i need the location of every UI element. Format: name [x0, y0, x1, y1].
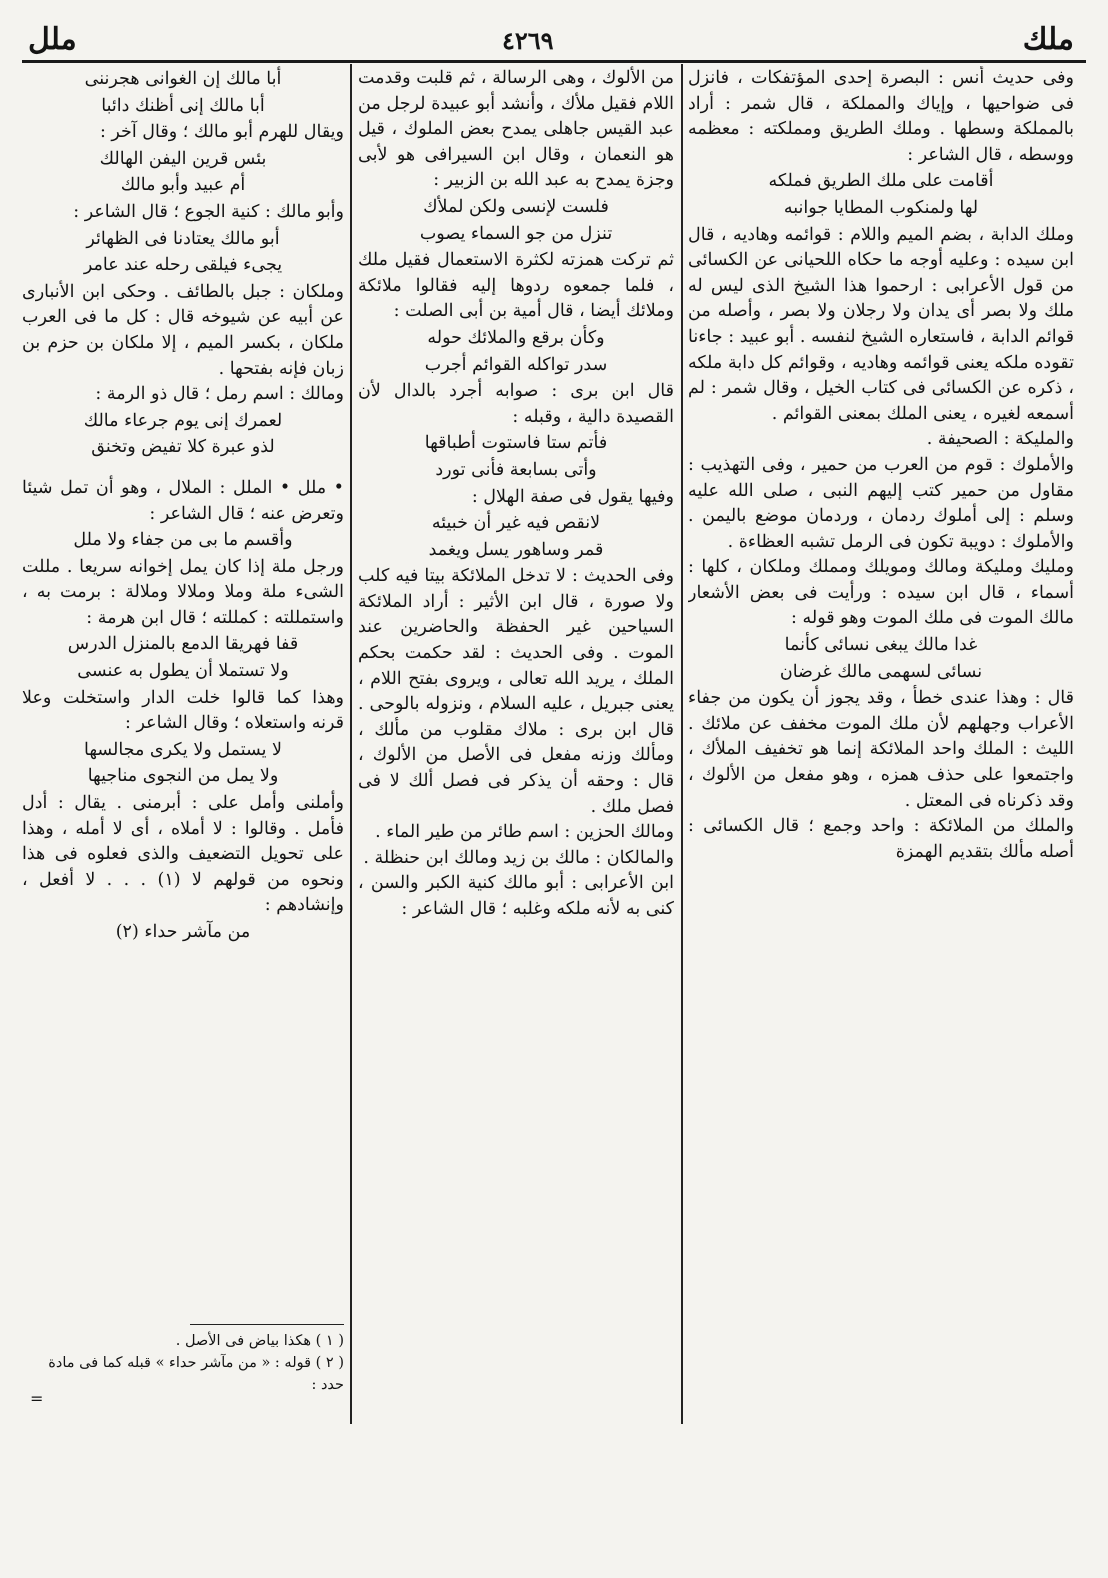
paragraph: وملكان : جبل بالطائف . وحكى ابن الأنبارى عن أبيه عن شيوخه قال : كل ما فى العرب ملكان ، بكسر الميم ، إلا ملكان بن حزم بن زبان فإنه بفتحها .	[22, 281, 344, 379]
verse-line: فلست لإنسى ولكن لملأك	[423, 196, 609, 217]
paragraph: والملك من الملائكة : واحد وجمع ؛ قال الكسائى : أصله مألك بتقديم الهمزة	[688, 816, 1074, 862]
verse-line: ولا يمل من النجوى مناجيها	[87, 766, 279, 787]
paragraph: ومليك ومليكة ومالك ومويلك ومملك وملكان ، كلها : أسماء ، قال ابن سيده : ورأيت فى بعض الأشعار مالك الموت فى ملك الموت وهو قوله :	[688, 557, 1074, 629]
verse-line: بئس قرين اليفن الهالك	[99, 148, 267, 169]
verse-line: أبا مالك إنى أظنك دائبا	[101, 95, 265, 116]
header-root-word-right: ملك	[1022, 22, 1074, 57]
paragraph: والأملوك : قوم من العرب من حمير ، وفى التهذيب : مقاول من حمير كتب إليهم النبى ، صلى الله عليه وسلم : إلى أملوك ردمان ، وردمان موضع باليمن . والأملوك : دويبة تكون فى الرمل تشبه العظاءة .	[688, 454, 1074, 552]
paragraph: وملك الدابة ، بضم الميم واللام : قوائمه وهاديه ، قال ابن سيده : وعليه أوجه ما حكاه اللحيانى عن الكسائى من قول الأعرابى : ارحموا هذا الشيخ الذى ليس له ملك ولا بصر أى يدان ولا رجلان ولا بصر ، وأصله من قوائم الدابة ، فاستعاره الشيخ لنفسه . أبو عبيد : جاءنا تقوده ملكه يعنى قوائمه وهاديه ، وقوائم كل دابة ملكه ، ذكره عن الكسائى فى كتاب الخيل ، وقال شمر : لم أسمعه لغيره ، يعنى الملك بمعنى القوائم .	[688, 224, 1074, 424]
verse-line: أقامت على ملك الطريق فملكه	[768, 171, 994, 192]
paragraph: ويقال للهرم أبو مالك ؛ وقال آخر :	[99, 122, 344, 143]
paragraph: • ملل • الملل : الملال ، وهو أن تمل شيئا وتعرض عنه ؛ قال الشاعر :	[22, 477, 344, 524]
verse-line: لا يستمل ولا يكرى مجالسها	[83, 739, 283, 760]
paragraph: والمليكة : الصحيفة .	[926, 429, 1074, 450]
paragraph: قال ابن برى : صوابه أجرد بالدال لأن القصيدة دالية ، وقبله :	[358, 381, 674, 427]
paragraph: وفيها يقول فى صفة الهلال :	[471, 486, 674, 507]
footnote-rule	[190, 1324, 344, 1325]
verse-line: يجىء فيلقى رحله عند عامر	[83, 255, 283, 276]
paragraph: ابن الأعرابى : أبو مالك كنية الكبر والسن ، كنى به لأنه ملكه وغلبه ؛ قال الشاعر :	[358, 873, 674, 919]
verse-line: ولا تستملا أن يطول به عنسى	[77, 661, 289, 682]
paragraph: ثم تركت همزته لكثرة الاستعمال فقيل ملك ، فلما جمعوه ردوها إليه فقالوا ملائكة وملائك أيضا ، قال أمية بن أبى الصلت :	[358, 250, 674, 322]
header-root-word-left: ملل	[28, 22, 77, 57]
footnote: ( ١ ) هكذا بياض فى الأصل .	[175, 1333, 344, 1349]
verse-line: قفا فهريقا الدمع بالمنزل الدرس	[67, 634, 299, 655]
text-column-left	[22, 66, 344, 1416]
paragraph: وهذا كما قالوا خلت الدار واستخلت وعلا قرنه واستعلاه ؛ وقال الشاعر :	[22, 687, 344, 734]
verse-line: وكأن برقع والملائك حوله	[427, 327, 605, 348]
paragraph: ورجل ملة إذا كان يمل إخوانه سريعا . مللت الشىء ملة وملا وملالا وملالة : برمت به ، واستمللته : كمللته ؛ قال ابن هرمة :	[22, 556, 344, 628]
verse-line: فأتم ستا فاستوت أطباقها	[424, 433, 608, 454]
verse-line: وأقسم ما بى من جفاء ولا ملل	[73, 530, 293, 551]
paragraph: قال : وهذا عندى خطأ ، وقد يجوز أن يكون من جفاء الأعراب وجهلهم لأن ملك الموت مخفف عن ملائك . الليث : الملك واحد الملائكة إنما هو تخفيف الملأك ، واجتمعوا على حذف همزه ، وهو مفعل من الألوك ، وقد ذكرناه فى المعتل .	[688, 688, 1074, 811]
column-divider	[350, 64, 352, 1424]
footnote: ( ٢ ) قوله : « من مآشر حداء » قبله كما فى مادة حدد :	[48, 1355, 344, 1393]
verse-line: من مآشر حداء (٢)	[115, 922, 251, 942]
paragraph: ومالك الحزين : اسم طائر من طير الماء .	[375, 822, 674, 843]
verse-line: وأتى بسابعة فأنى تورد	[435, 459, 597, 480]
text-column-right	[688, 66, 1074, 1416]
verse-line: تنزل من جو السماء يصوب	[419, 223, 613, 244]
header-rule	[22, 60, 1086, 63]
verse-line: لذو عبرة كلا تفيض وتخنق	[91, 437, 275, 458]
paragraph: وأملنى وأمل على : أبرمنى . يقال : أدل فأمل . وقالوا : لا أملاه ، أى لا أمله ، وهذا على تحويل التضعيف والذى فعلوه فى هذا ونحوه من قولهم لا (١) . . . لا أفعل ، وإنشادهم :	[22, 793, 344, 916]
verse-line: سدر تواكله القوائم أجرب	[424, 354, 608, 375]
verse-line: أبو مالك يعتادنا فى الظهائر	[86, 228, 280, 249]
paragraph: وأبو مالك : كنية الجوع ؛ قال الشاعر :	[73, 201, 344, 222]
verse-line: غدا مالك يبغى نسائى كأنما	[784, 635, 978, 656]
page-number: ٤٢٦٩	[502, 26, 554, 55]
footnotes	[22, 1330, 344, 1396]
paragraph: وفى الحديث : لا تدخل الملائكة بيتا فيه كلب ولا صورة ، قال ابن الأثير : أراد الملائكة السياحين غير الحفظة والحاضرين عند الموت . وفى الحديث : لقد حكمت بحكم الملك ، يريد الله تعالى ، ويروى بفتح اللام ، يعنى جبريل ، عليه السلام ، ونزوله بالوحى . قال ابن برى : ملاك مقلوب من مألك ، ومألك وزنه مفعل فى الأصل من الألوك ، قال : وحقه أن يذكر فى فصل ألك لا فى فصل ملك .	[358, 566, 674, 817]
paragraph: والمالكان : مالك بن زيد ومالك ابن حنظلة .	[363, 847, 674, 868]
paragraph: ومالك : اسم رمل ؛ قال ذو الرمة :	[95, 384, 344, 405]
text-column-middle	[358, 66, 674, 1416]
column-divider	[681, 64, 683, 1424]
paragraph: من الألوك ، وهى الرسالة ، ثم قلبت وقدمت اللام فقيل ملأك ، وأنشد أبو عبيدة لرجل من عبد القيس جاهلى يمدح بعض الملوك ، قيل هو النعمان ، وقال ابن السيرافى هو لأبى وجزة يمدح به عبد الله بن الزبير :	[358, 68, 674, 191]
verse-line: لها ولمنكوب المطايا جوانبه	[783, 197, 979, 218]
verse-line: أم عبيد وأبو مالك	[120, 175, 246, 196]
entry-separator	[22, 462, 344, 476]
paragraph: وفى حديث أنس : البصرة إحدى المؤتفكات ، فانزل فى ضواحيها ، وإياك والمملكة ، قال شمر : أراد بالمملكة وسطها . وملك الطريق ومملكته : معظمه ووسطه ، قال الشاعر :	[688, 68, 1074, 165]
verse-line: لعمرك إنى يوم جرعاء مالك	[83, 410, 283, 431]
continuation-mark: =	[30, 1389, 44, 1408]
verse-line: قمر وساهور يسل ويغمد	[428, 539, 604, 560]
verse-line: نسائى لسهمى مالك غرضان	[779, 661, 983, 682]
verse-line: أبا مالك إن الغوانى هجرننى	[84, 69, 282, 89]
verse-line: لانقص فيه غير أن خبيئه	[431, 513, 601, 534]
